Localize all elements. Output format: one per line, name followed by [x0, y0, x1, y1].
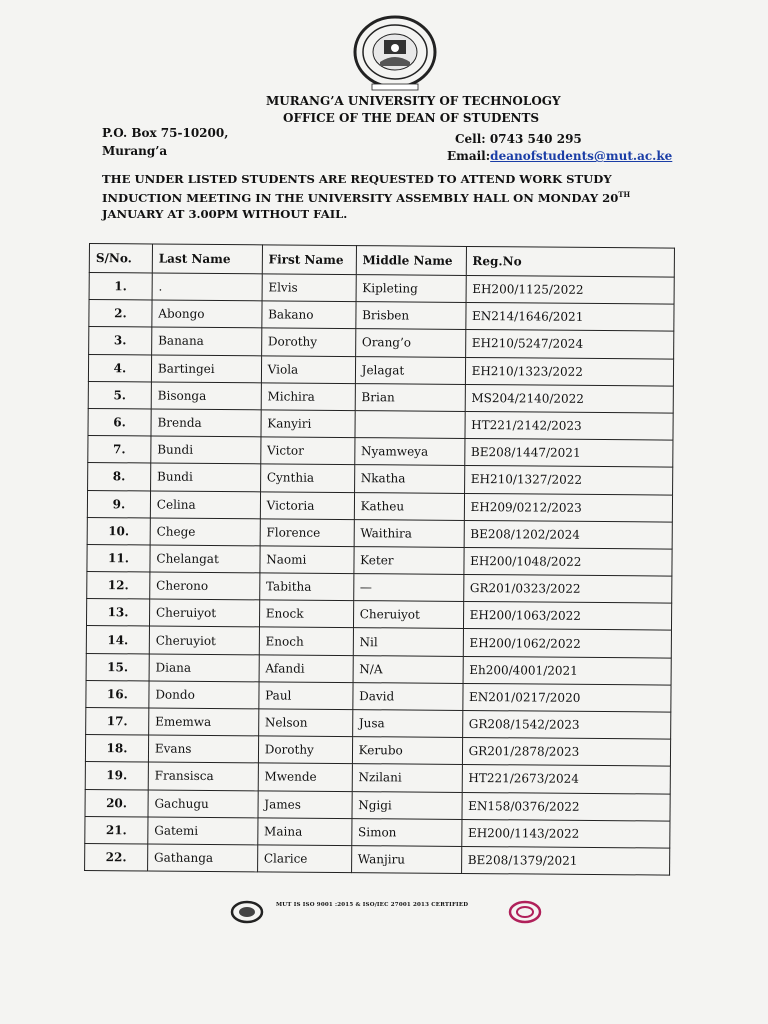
- cell-first-name: Paul: [259, 682, 353, 710]
- cell-middle-name: Nil: [353, 628, 463, 656]
- cell-last-name: Bundi: [151, 436, 261, 464]
- cell-last-name: Bartingei: [151, 355, 261, 383]
- cell-last-name: Gachugu: [148, 790, 258, 818]
- table-row: [85, 843, 670, 875]
- cell-reg-no: EH210/5247/2024: [465, 330, 674, 359]
- cell-sno: 13.: [86, 599, 149, 627]
- cell-sno: 8.: [88, 463, 151, 491]
- cell-last-name: Banana: [152, 327, 262, 355]
- cell-middle-name: Nzilani: [352, 764, 462, 792]
- cell-middle-name: Brisben: [355, 302, 465, 330]
- cell-reg-no: HT221/2673/2024: [462, 765, 671, 794]
- cell-reg-no: BE208/1447/2021: [464, 439, 673, 468]
- town: Murang’a: [102, 144, 168, 158]
- cell-sno: 14.: [86, 626, 149, 654]
- cell-sno: 11.: [87, 544, 150, 572]
- cell-reg-no: EH200/1125/2022: [466, 275, 675, 304]
- cell-last-name: Dondo: [149, 681, 259, 709]
- cell-sno: 1.: [89, 273, 152, 301]
- cell-sno: 20.: [85, 789, 148, 817]
- cell-sno: 21.: [85, 816, 148, 844]
- cell-sno: 5.: [88, 381, 151, 409]
- footer: [230, 898, 550, 928]
- cell-last-name: Diana: [149, 654, 259, 682]
- cell-last-name: Cherono: [150, 572, 260, 600]
- cell-sno: 17.: [86, 707, 149, 735]
- cell-first-name: Dorothy: [258, 736, 352, 764]
- cell-reg-no: EN158/0376/2022: [462, 792, 671, 821]
- cell-sno: 22.: [85, 843, 148, 871]
- cell-last-name: Celina: [150, 490, 260, 518]
- cell-last-name: Abongo: [152, 300, 262, 328]
- cell-first-name: Tabitha: [259, 573, 353, 601]
- cell-last-name: Chelangat: [150, 545, 260, 573]
- cell-last-name: Brenda: [151, 409, 261, 437]
- cell-last-name: Gatemi: [148, 817, 258, 845]
- cell-first-name: Victor: [260, 437, 354, 465]
- cell-last-name: Chege: [150, 518, 260, 546]
- cell-last-name: Fransisca: [148, 762, 258, 790]
- cell-reg-no: EH209/0212/2023: [464, 493, 673, 522]
- cell-sno: 4.: [88, 354, 151, 382]
- cell-first-name: James: [258, 790, 352, 818]
- office-name: OFFICE OF THE DEAN OF STUDENTS: [283, 111, 540, 125]
- student-table: [84, 243, 675, 876]
- cell-middle-name: Simon: [351, 818, 461, 846]
- header-reg-no: Reg.No: [466, 246, 675, 277]
- postal-address: P.O. Box 75-10200,: [102, 126, 229, 140]
- table-header-row: [89, 244, 674, 278]
- cell-sno: 3.: [89, 327, 152, 355]
- cell-last-name: Bisonga: [151, 382, 261, 410]
- header-last-name: Last Name: [152, 244, 262, 274]
- university-seal-icon: [350, 14, 440, 94]
- cell-middle-name: Wanjiru: [351, 846, 461, 874]
- cell-last-name: Ememwa: [149, 708, 259, 736]
- cell-first-name: Naomi: [260, 546, 354, 574]
- cell-first-name: Victoria: [260, 491, 354, 519]
- cell-middle-name: David: [352, 682, 462, 710]
- cell-first-name: Clarice: [257, 845, 351, 873]
- cell-sno: 10.: [87, 517, 150, 545]
- cell-reg-no: GR208/1542/2023: [462, 710, 671, 739]
- cell-reg-no: GR201/2878/2023: [462, 738, 671, 767]
- cell-reg-no: EH210/1323/2022: [465, 357, 674, 386]
- cell-middle-name: —: [353, 574, 463, 602]
- cell-middle-name: Cheruiyot: [353, 601, 463, 629]
- cell-last-name: Cheruyiot: [149, 626, 259, 654]
- email-label: Email:: [447, 149, 491, 163]
- cell-last-name: .: [152, 273, 262, 301]
- cell-last-name: Bundi: [150, 463, 260, 491]
- cell-reg-no: EH200/1063/2022: [463, 602, 672, 631]
- cell-reg-no: MS204/2140/2022: [465, 384, 674, 413]
- cell-reg-no: GR201/0323/2022: [463, 575, 672, 604]
- cell-last-name: Cheruiyot: [149, 599, 259, 627]
- cell-first-name: Viola: [261, 355, 355, 383]
- notice-text-after: JANUARY AT 3.00PM WITHOUT FAIL.: [102, 206, 348, 221]
- email-line: [447, 149, 672, 163]
- cell-middle-name: Katheu: [354, 492, 464, 520]
- cell-first-name: Maina: [257, 818, 351, 846]
- notice-text-before: THE UNDER LISTED STUDENTS ARE REQUESTED TO ATTEND WORK STUDY INDUCTION MEETING IN THE UNIVERSITY ASSEMBLY HALL ON MONDAY 20: [102, 172, 619, 205]
- cell-first-name: Enock: [259, 600, 353, 628]
- email-link[interactable]: deanofstudents@mut.ac.ke: [490, 149, 673, 163]
- cell-sno: 18.: [85, 735, 148, 763]
- cell-reg-no: BE208/1379/2021: [461, 846, 670, 875]
- cell-last-name: Evans: [148, 735, 258, 763]
- cell-reg-no: HT221/2142/2023: [465, 411, 674, 440]
- cell-middle-name: [355, 411, 465, 439]
- cell-first-name: Afandi: [259, 654, 353, 682]
- cell-reg-no: EN214/1646/2021: [465, 303, 674, 332]
- cell-sno: 7.: [88, 436, 151, 464]
- cell-reg-no: EH200/1143/2022: [461, 819, 670, 848]
- cell-reg-no: EH200/1048/2022: [464, 547, 673, 576]
- cell-middle-name: Nyamweya: [354, 438, 464, 466]
- cell-first-name: Enoch: [259, 627, 353, 655]
- cell-sno: 16.: [86, 680, 149, 708]
- cell-sno: 6.: [88, 408, 151, 436]
- header-first-name: First Name: [262, 245, 356, 275]
- cell-middle-name: N/A: [353, 655, 463, 683]
- cell-first-name: Bakano: [262, 301, 356, 329]
- cell-middle-name: Waithira: [354, 519, 464, 547]
- cell-first-name: Mwende: [258, 763, 352, 791]
- cell-middle-name: Orang’o: [355, 329, 465, 357]
- cell-reg-no: BE208/1202/2024: [464, 520, 673, 549]
- cell-sno: 15.: [86, 653, 149, 681]
- cell-first-name: Nelson: [258, 709, 352, 737]
- cell-first-name: Elvis: [262, 274, 356, 302]
- cell-middle-name: Ngigi: [352, 791, 462, 819]
- cell-reg-no: EN201/0217/2020: [462, 683, 671, 712]
- cell-middle-name: Brian: [355, 383, 465, 411]
- cell-middle-name: Jelagat: [355, 356, 465, 384]
- cell-reg-no: Eh200/4001/2021: [463, 656, 672, 685]
- table-body: [85, 273, 675, 876]
- header-middle-name: Middle Name: [356, 246, 466, 276]
- cell-middle-name: Nkatha: [354, 465, 464, 493]
- header-sno: S/No.: [89, 244, 152, 273]
- cell-reg-no: EH200/1062/2022: [463, 629, 672, 658]
- cell-first-name: Florence: [260, 519, 354, 547]
- cell-sno: 12.: [87, 572, 150, 600]
- iso-seal-icon: [508, 900, 542, 924]
- cell-middle-name: Kipleting: [356, 275, 466, 303]
- cell-middle-name: Kerubo: [352, 737, 462, 765]
- iso-seal-icon: [230, 900, 264, 924]
- cell-middle-name: Jusa: [352, 710, 462, 738]
- cell-reg-no: EH210/1327/2022: [464, 466, 673, 495]
- cell-sno: 9.: [87, 490, 150, 518]
- cell-first-name: Cynthia: [260, 464, 354, 492]
- cell-first-name: Kanyiri: [261, 410, 355, 438]
- university-name: MURANG’A UNIVERSITY OF TECHNOLOGY: [266, 94, 561, 108]
- notice-superscript: TH: [618, 190, 631, 199]
- cell-middle-name: Keter: [354, 546, 464, 574]
- cell-first-name: Dorothy: [261, 328, 355, 356]
- cell-first-name: Michira: [261, 383, 355, 411]
- cell-last-name: Gathanga: [147, 844, 257, 872]
- certification-text: MUT IS ISO 9001 :2015 & ISO/IEC 27001 2013 CERTIFIED: [276, 902, 469, 908]
- cell-sno: 2.: [89, 300, 152, 328]
- notice-text: [102, 171, 662, 222]
- cell-sno: 19.: [85, 762, 148, 790]
- cell-number: Cell: 0743 540 295: [455, 132, 582, 146]
